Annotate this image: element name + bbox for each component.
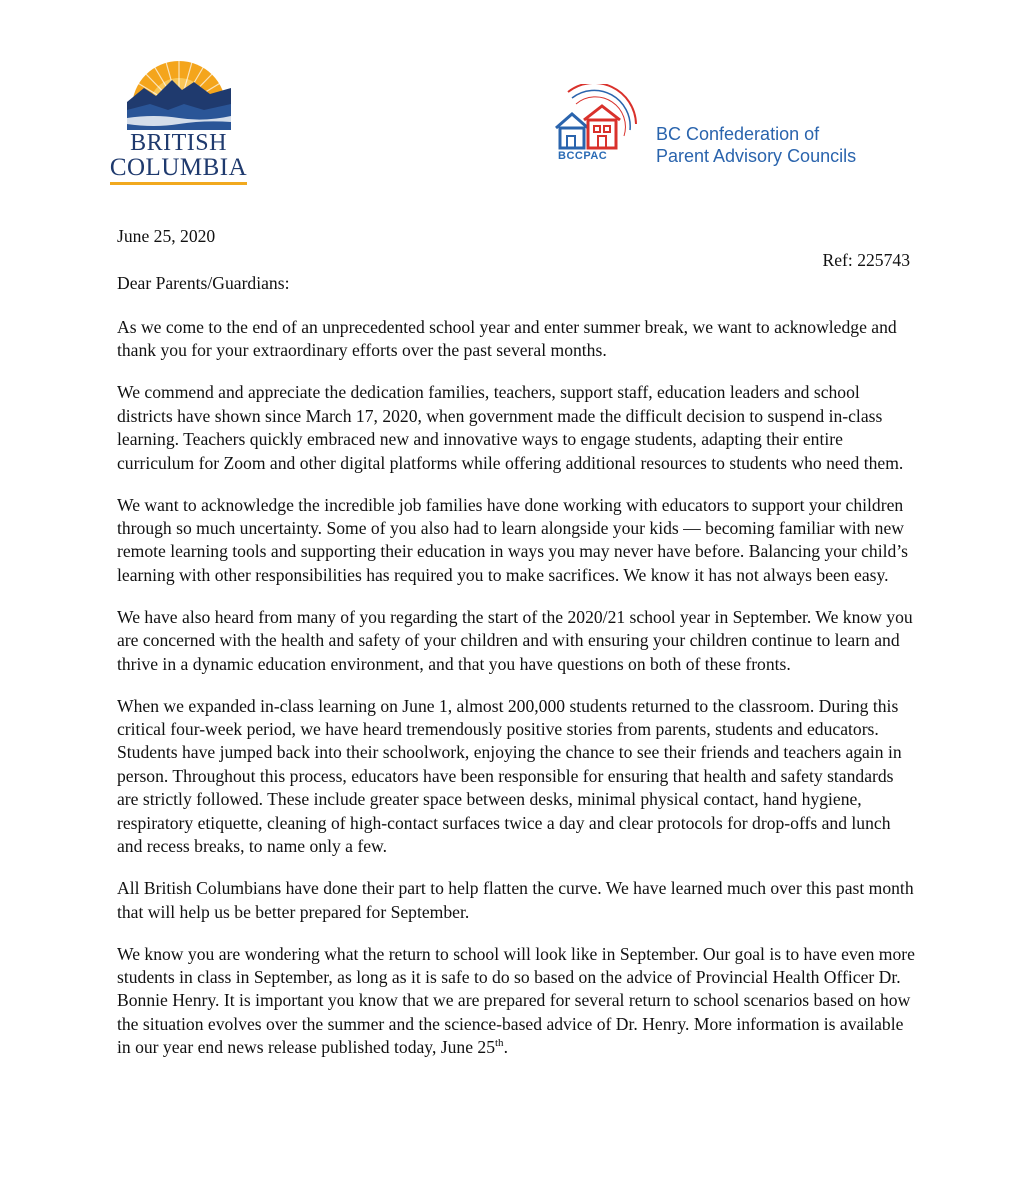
paragraph-4: We have also heard from many of you regarding the start of the 2020/21 school year in September. We know you are concerned with the health and safety of your children and with ensuring your children continue to learn and thrive in a dynamic education environment, and that you have questions on both of these fronts. [117, 606, 913, 674]
paragraph-7-end: . [503, 1037, 508, 1058]
bccpac-abbreviation: BCCPAC [558, 150, 608, 162]
letter-reference: Ref: 225743 [822, 250, 910, 270]
paragraph-7 [117, 943, 917, 1060]
letter-salutation: Dear Parents/Guardians: [117, 273, 290, 293]
bc-logo-underline [110, 182, 247, 185]
letter-date: June 25, 2020 [117, 226, 216, 246]
letter-body [117, 316, 917, 1078]
bc-logo-line2: COLUMBIA [109, 154, 248, 181]
bc-government-logo [106, 58, 251, 186]
date-ordinal-superscript: th [495, 1037, 504, 1050]
bc-sun-mountains-icon [124, 58, 234, 130]
bccpac-name-line1: BC Confederation of [656, 124, 820, 144]
paragraph-3: We want to acknowledge the incredible job families have done working with educators to support your children through so much uncertainty. Some of you also had to learn alongside your kids — becoming familiar with new remote learning tools and supporting their education in ways you may never have before. Balancing your child’s learning with other responsibilities has required you to make sacrifices. We know it has not always been easy. [117, 494, 909, 585]
bccpac-name-line2: Parent Advisory Councils [656, 146, 857, 166]
paragraph-5: When we expanded in-class learning on June 1, almost 200,000 students returned to the classroom. During this critical four-week period, we have heard tremendously positive stories from parents, students and educators. Students have jumped back into their schoolwork, enjoying the chance to see their friends and teachers again in person. Throughout this process, educators have been responsible for ensuring that health and safety standards are strictly followed. These include greater space between desks, minimal physical contact, hand hygiene, respiratory etiquette, cleaning of high-contact surfaces twice a day and clear protocols for drop-offs and lunch and recess breaks, to name only a few. [117, 695, 902, 857]
paragraph-7-text: We know you are wondering what the return to school will look like in September. Our goal is to have even more students in class in September, as long as it is safe to do so based on the advice of Provincial Health Officer Dr. Bonnie Henry. It is important you know that we are prepared for several return to school scenarios based on how the situation evolves over the summer and the science-based advice of Dr. Henry. More information is available in our year end news release published today, June 25 [117, 943, 915, 1058]
paragraph-1: As we come to the end of an unprecedented school year and enter summer break, we want to acknowledge and thank you for your extraordinary efforts over the past several months. [117, 317, 897, 361]
paragraph-6: All British Columbians have done their part to help flatten the curve. We have learned much over this past month that will help us be better prepared for September. [117, 878, 914, 922]
paragraph-2: We commend and appreciate the dedication families, teachers, support staff, education leaders and school districts have shown since March 17, 2020, when government made the difficult decision to suspend in-class learning. Teachers quickly embraced new and innovative ways to engage students, adapting their entire curriculum for Zoom and other digital platforms while offering additional resources to students who need them. [117, 382, 904, 473]
bc-logo-line1: BRITISH [130, 130, 227, 156]
bccpac-logo [548, 84, 868, 174]
